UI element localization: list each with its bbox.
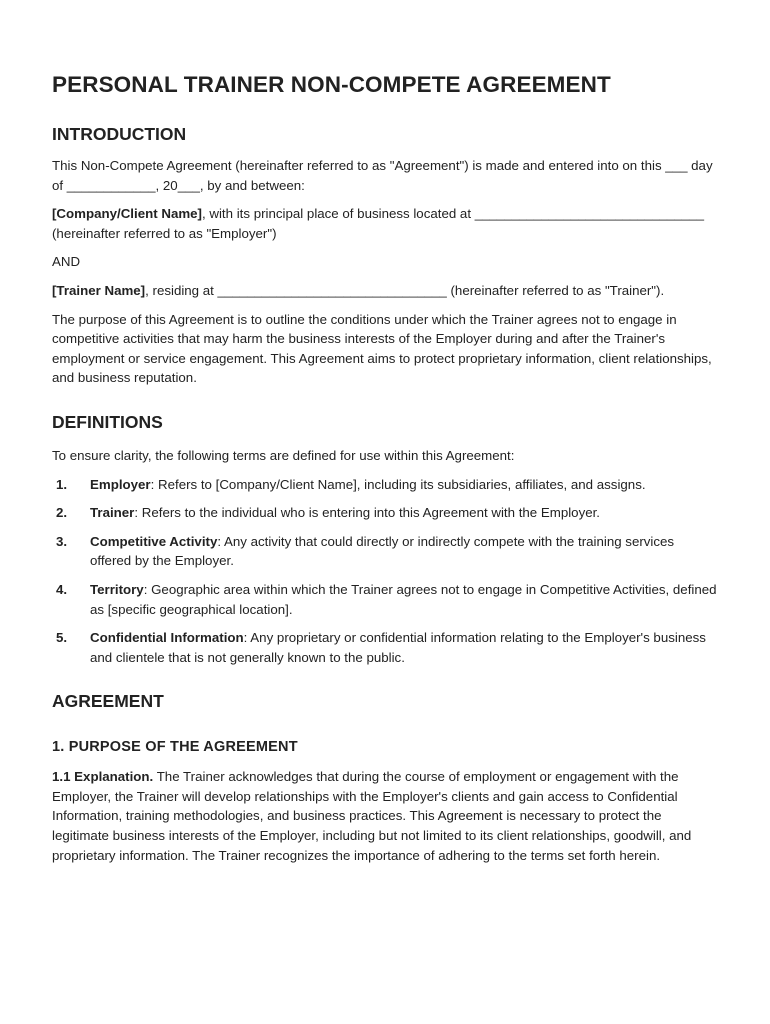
- list-item-number: 2.: [56, 505, 68, 521]
- agreement-heading: AGREEMENT: [52, 691, 164, 712]
- definition-term: Employer: [90, 476, 151, 492]
- definition-term: Trainer: [90, 505, 135, 521]
- definition-body: : Any activity that could directly or indirectly compete with the training services offered by the Employer.: [90, 533, 675, 569]
- list-item-text: [90, 580, 718, 619]
- document-title: PERSONAL TRAINER NON-COMPETE AGREEMENT: [52, 72, 611, 97]
- definition-term: Competitive Activity: [90, 533, 218, 549]
- definition-body: : Any proprietary or confidential information relating to the Employer's business and clientele that is not generally known to the public.: [90, 630, 706, 665]
- section-1-1-text: The Trainer acknowledges that during the course of employment or engagement with the Employer, the Trainer will develop relationships with the Employer's clients and gain access to Confidential Information, training methodologies, and business practices. This Agreement is necessary to protect the legitimate business interests of the Employer, including but not limited to its client relationships, goodwill, and proprietary information. The Trainer recognizes the importance of adhering to the terms set forth herein.: [52, 769, 692, 863]
- list-item: [52, 475, 718, 495]
- introduction-heading: INTRODUCTION: [52, 124, 187, 144]
- definition-body: : Refers to the individual who is entering into this Agreement with the Employer.: [134, 505, 600, 521]
- list-item-text: [90, 503, 718, 523]
- intro-paragraph: This Non-Compete Agreement (hereinafter referred to as "Agreement") is made and entered into on this ___ day of ____________, 20___, by and between:: [52, 158, 713, 193]
- definitions-heading: DEFINITIONS: [52, 411, 163, 432]
- definition-body: : Geographic area within which the Trainer agrees not to engage in Competitive Activities, defined as [specific geographical location].: [90, 581, 717, 617]
- trainer-paragraph: [52, 281, 718, 301]
- company-name-placeholder: [Company/Client Name]: [52, 206, 202, 222]
- definitions-lead: To ensure clarity, the following terms are defined for use within this Agreement:: [52, 447, 515, 463]
- list-item-number: 4.: [56, 581, 68, 597]
- list-item-text: [90, 475, 718, 495]
- list-item-number: 3.: [56, 533, 68, 549]
- purpose-paragraph: The purpose of this Agreement is to outline the conditions under which the Trainer agrees not to engage in competitive activities that may harm the business interests of the Employer during and after the Trainer's employment or service engagement. This Agreement aims to protect proprietary information, client relationships, and business reputation.: [52, 311, 712, 386]
- company-address-text: , with its principal place of business located at _______________________________ (hereinafter referred to as "Employer"): [52, 206, 704, 241]
- trainer-address-text: , residing at _______________________________ (hereinafter referred to as "Trainer").: [145, 282, 665, 298]
- list-item-number: 1.: [56, 476, 68, 492]
- list-item-text: [90, 628, 718, 667]
- list-item-number: 5.: [56, 630, 68, 646]
- definition-term: Territory: [90, 581, 144, 597]
- list-item: [52, 532, 718, 571]
- and-text: AND: [52, 254, 81, 270]
- definition-term: Confidential Information: [90, 630, 244, 646]
- list-item: [52, 580, 718, 619]
- definitions-list: [52, 475, 718, 668]
- definition-body: : Refers to [Company/Client Name], including its subsidiaries, affiliates, and assigns.: [150, 476, 646, 492]
- company-paragraph: [52, 204, 718, 243]
- list-item: [52, 628, 718, 667]
- list-item-text: [90, 532, 718, 571]
- section-1-1-paragraph: [52, 767, 718, 865]
- trainer-name-placeholder: [Trainer Name]: [52, 282, 146, 298]
- section-1-heading: 1. PURPOSE OF THE AGREEMENT: [52, 739, 298, 756]
- section-1-1-label: 1.1 Explanation.: [52, 769, 154, 785]
- list-item: [52, 503, 718, 523]
